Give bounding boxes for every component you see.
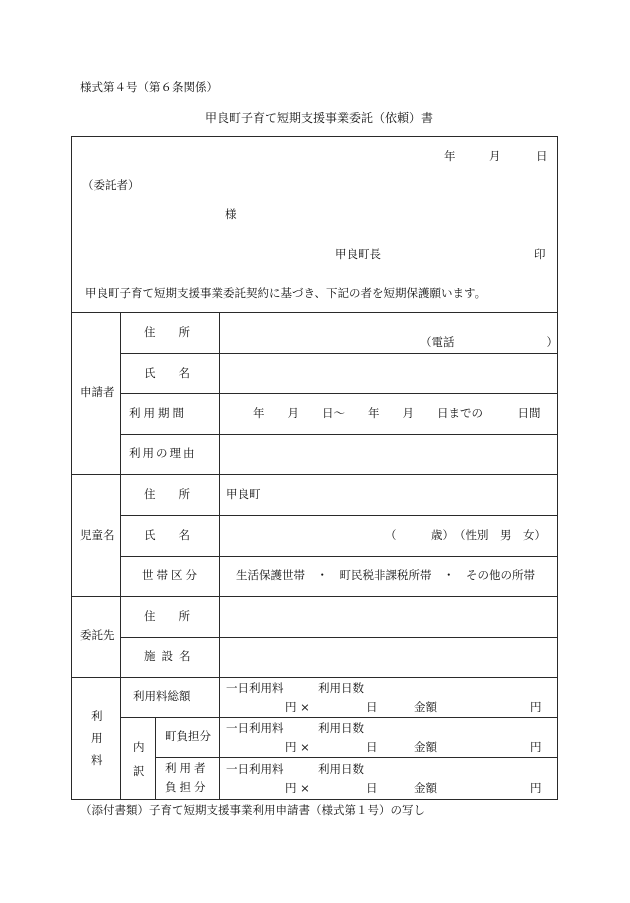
row-sep xyxy=(155,757,558,758)
user-calc-yen: 円 xyxy=(530,781,542,795)
user-calc-yen-x: 円 × xyxy=(285,781,310,795)
row-sep xyxy=(120,556,558,557)
total-calc-line1: 一日利用料 利用日数 xyxy=(226,681,364,695)
applicant-period-label: 利用期間 xyxy=(129,406,187,420)
user-calc-amount: 金額 xyxy=(414,781,437,795)
mayor-text: 甲良町長 xyxy=(335,247,381,261)
sep-applicant-top xyxy=(71,312,558,313)
date-month: 月 xyxy=(489,149,501,163)
fee-town-label: 町負担分 xyxy=(165,729,211,743)
frame-right xyxy=(557,136,558,800)
total-calc-yen-x: 円 × xyxy=(285,700,310,714)
sep-child-top xyxy=(71,474,558,475)
frame-bottom xyxy=(71,799,558,800)
attachment-note: （添付書類）子育て短期支援事業利用申請書（様式第１号）の写し xyxy=(80,803,425,817)
town-calc-day: 日 xyxy=(366,740,378,754)
row-sep xyxy=(120,637,558,638)
date-year: 年 xyxy=(444,149,456,163)
town-calc-amount: 金額 xyxy=(414,740,437,754)
fee-group-label-3: 料 xyxy=(91,753,103,767)
child-group-label: 児童名 xyxy=(80,528,115,542)
sep-contractor-top xyxy=(71,596,558,597)
contractor-facility-label: 施設名 xyxy=(144,649,197,663)
total-calc-yen: 円 xyxy=(530,700,542,714)
child-household-value: 生活保護世帯 ・ 町民税非課税所帯 ・ その他の所帯 xyxy=(236,568,535,582)
date-day: 日 xyxy=(536,149,548,163)
fee-user-label-1: 利用者 xyxy=(165,761,209,775)
fee-total-label: 利用料総額 xyxy=(133,689,191,703)
child-address-label: 住 所 xyxy=(144,487,190,501)
child-name-label: 氏 名 xyxy=(144,528,190,542)
statement-text: 甲良町子育て短期支援事業委託契約に基づき、下記の者を短期保護願います。 xyxy=(85,286,487,300)
child-address-value: 甲良町 xyxy=(226,487,261,501)
sep-fee-top xyxy=(71,677,558,678)
row-sep xyxy=(120,515,558,516)
row-sep xyxy=(120,434,558,435)
fee-breakdown-1: 内 xyxy=(133,740,145,754)
frame-left xyxy=(71,136,72,800)
col-line-group xyxy=(120,312,121,799)
total-calc-amount: 金額 xyxy=(414,700,437,714)
applicant-reason-label: 利用の理由 xyxy=(129,446,197,460)
applicant-period-value: 年 月 日～ 年 月 日までの 日間 xyxy=(253,406,541,420)
applicant-group-label: 申請者 xyxy=(80,385,115,399)
frame-top xyxy=(71,136,558,137)
row-sep xyxy=(120,353,558,354)
fee-user-label-2: 負担分 xyxy=(165,780,209,794)
town-calc-yen: 円 xyxy=(530,740,542,754)
child-age-sex: （ 歳） （性別 男 女） xyxy=(385,528,546,542)
fee-group-label-1: 利 xyxy=(91,709,103,723)
fee-breakdown-2: 訳 xyxy=(133,764,145,778)
town-calc-yen-x: 円 × xyxy=(285,740,310,754)
child-household-label: 世帯区分 xyxy=(142,568,200,582)
town-calc-line1: 一日利用料 利用日数 xyxy=(226,721,364,735)
row-sep xyxy=(120,717,558,718)
applicant-phone: （電話 ） xyxy=(420,335,558,349)
page-title: 甲良町子育て短期支援事業委託（依頼）書 xyxy=(205,111,434,125)
user-calc-day: 日 xyxy=(366,781,378,795)
applicant-name-label: 氏 名 xyxy=(144,366,190,380)
sama-text: 様 xyxy=(225,207,237,221)
user-calc-line1: 一日利用料 利用日数 xyxy=(226,762,364,776)
contractor-group-label: 委託先 xyxy=(80,628,115,642)
col-line-label xyxy=(219,312,220,799)
form-number: 様式第４号（第６条関係） xyxy=(80,80,218,94)
consignor-label: （委託者） xyxy=(82,178,140,192)
contractor-address-label: 住 所 xyxy=(144,609,190,623)
seal-text: 印 xyxy=(534,247,546,261)
fee-group-label-2: 用 xyxy=(91,731,103,745)
total-calc-day: 日 xyxy=(366,700,378,714)
applicant-address-label: 住 所 xyxy=(144,325,190,339)
col-line-breakdown xyxy=(155,717,156,799)
row-sep xyxy=(120,393,558,394)
